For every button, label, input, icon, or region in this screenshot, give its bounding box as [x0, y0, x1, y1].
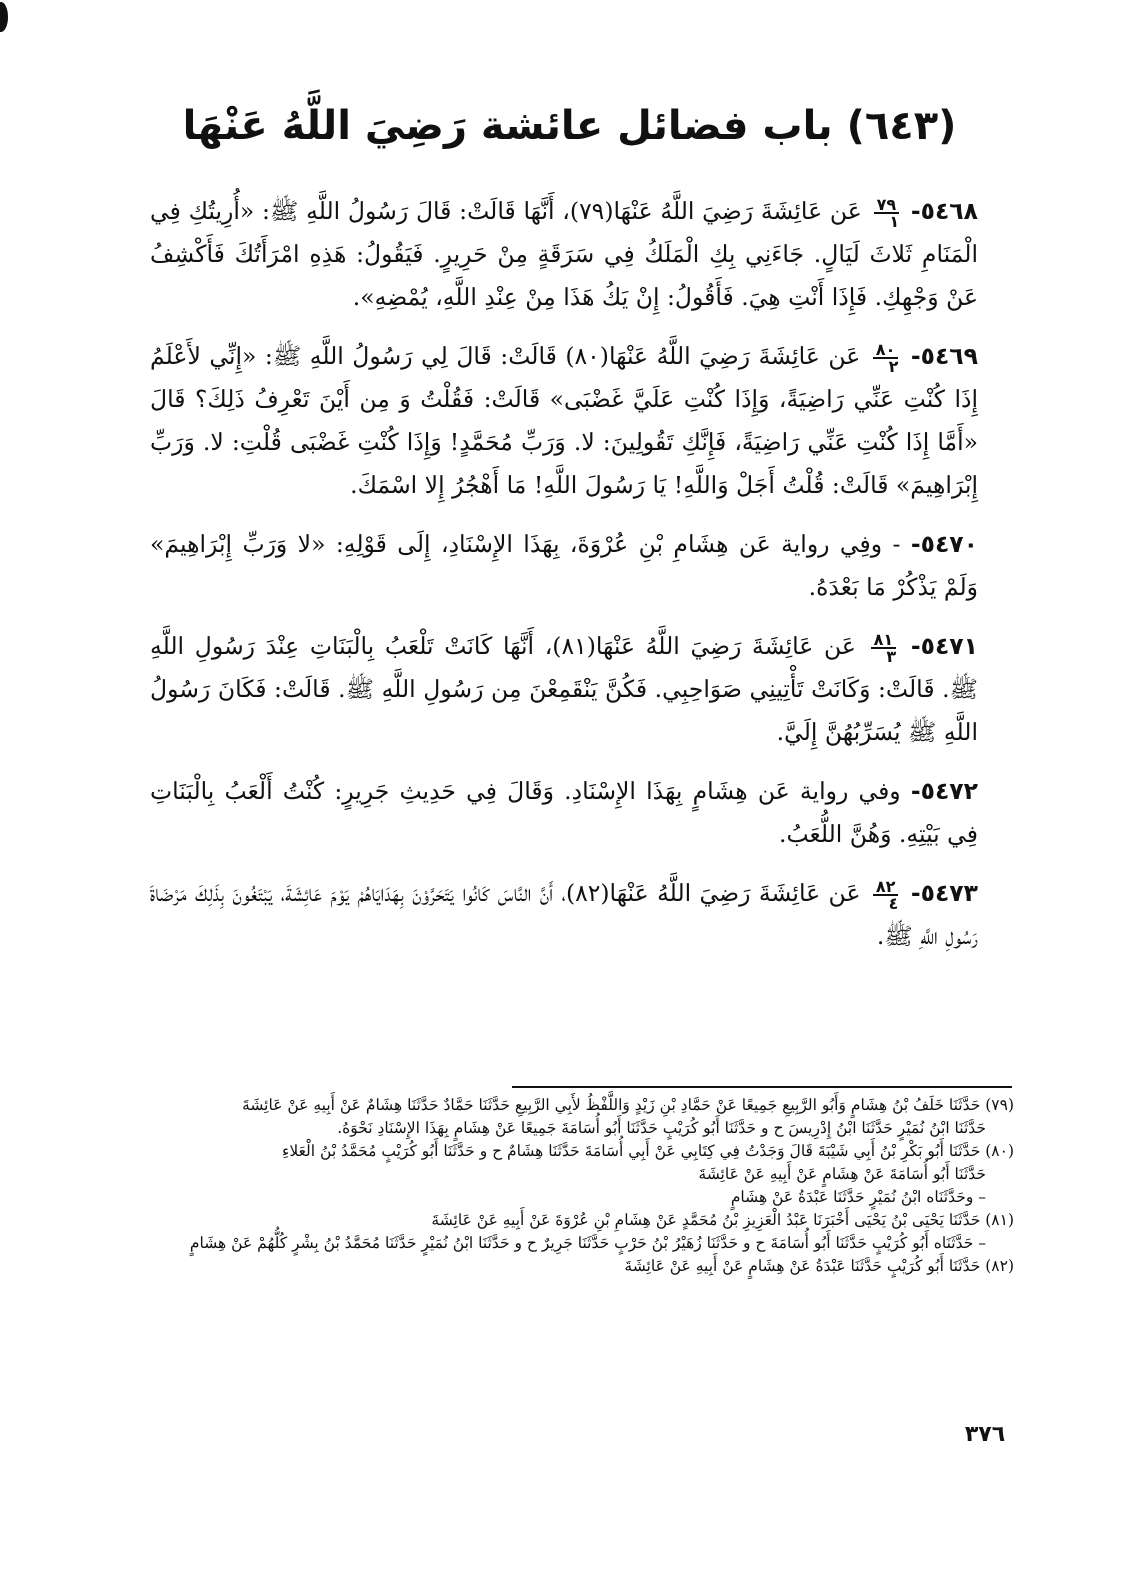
- hadith-5468: [150, 190, 978, 319]
- hadith-5471: [150, 625, 978, 754]
- hadith-text: وفي رواية عَن هِشَامٍ بِهَذَا الإِسْنَادِ. وَقَالَ فِي حَدِيثِ جَرِيرٍ: كُنْتُ أَلْعَبُ بِالْبَنَاتِ فِي بَيْتِهِ. وَهُنَّ اللُّعَبُ.: [150, 777, 978, 848]
- hadith-number: ٥٤٧٠-: [910, 530, 978, 558]
- hadith-text: عَن عَائِشَةَ رَضِيَ اللَّهُ عَنْهَا(٧٩)، أَنَّهَا قَالَتْ: قَالَ رَسُولُ اللَّهِ ﷺ: «أُرِيتُكِ فِي الْمَنَامِ ثَلاثَ لَيَالٍ. جَاءَنِي بِكِ الْمَلَكُ فِي سَرَقَةٍ مِنْ حَرِيرٍ. فَيَقُولُ: هَذِهِ امْرَأَتُكَ فَأَكْشِفُ عَنْ وَجْهِكِ. فَإِذَا أَنْتِ هِيَ. فَأَقُولُ: إِنْ يَكُ هَذَا مِنْ عِنْدِ اللَّهِ، يُمْضِهِ».: [150, 197, 978, 311]
- hadith-number: ٥٤٦٨-: [910, 197, 978, 225]
- hadith-text: عَن عَائِشَةَ رَضِيَ اللَّهُ عَنْهَا(٨١)، أَنَّهَا كَانَتْ تَلْعَبُ بِالْبَنَاتِ عِنْدَ رَسُولِ اللَّهِ ﷺ. قَالَتْ: وَكَانَتْ تَأْتِينِي صَوَاحِبِي. فَكُنَّ يَنْقَمِعْنَ مِن رَسُولِ اللَّهِ ﷺ. قَالَتْ: فَكَانَ رَسُولُ اللَّهِ ﷺ يُسَرِّبُهُنَّ إِلَيَّ.: [150, 632, 978, 746]
- hadith-fraction: $\frac{٨١}{٣}$: [871, 632, 897, 664]
- scan-edge-mark: [0, 2, 8, 32]
- footnote-line: (٨١) حَدَّثَنَا يَحْيَى بْنُ يَحْيَى أَخْبَرَنَا عَبْدُ الْعَزِيزِ بْنُ مُحَمَّدٍ عَنْ هِشَامِ بْنِ عُرْوَةَ عَنْ أَبِيهِ عَنْ عَائِشَةَ: [431, 1211, 1014, 1229]
- hadith-number: ٥٤٧٢-: [910, 777, 978, 805]
- hadith-number: ٥٤٧١-: [910, 632, 978, 660]
- footnotes: [148, 1094, 1014, 1278]
- hadith-fraction: $\frac{٨٠}{٢}$: [873, 342, 899, 374]
- hadith-5472: [150, 770, 978, 856]
- footnote-line: – وحَدَّثَنَاه ابْنُ نُمَيْرٍ حَدَّثَنَا عَبْدَةُ عَنْ هِشَامٍ: [730, 1188, 986, 1206]
- hadith-body: [150, 190, 978, 974]
- footnote-line: حَدَّثَنَا ابْنُ نُمَيْرٍ حَدَّثَنَا ابْنُ إِدْرِيسَ ح و حَدَّثَنَا أَبُو كُرَيْبٍ حَدَّثَنَا أَبُو أُسَامَةَ جَمِيعًا عَنْ هِشَامٍ بِهَذَا الإِسْنَادِ نَحْوَهُ.: [337, 1119, 986, 1137]
- hadith-5469: [150, 335, 978, 507]
- footnote-divider: [512, 1086, 1012, 1088]
- hadith-number: ٥٤٦٩-: [910, 342, 978, 370]
- hadith-5470: [150, 523, 978, 609]
- footnote-line: – حَدَّثَنَاه أَبُو كُرَيْبٍ حَدَّثَنَا أَبُو أُسَامَةَ ح و حَدَّثَنَا زُهَيْرُ بْنُ حَرْبٍ حَدَّثَنَا جَرِيرٌ ح و حَدَّثَنَا ابْنُ نُمَيْرٍ حَدَّثَنَا مُحَمَّدُ بْنُ بِشْرٍ كُلُّهُمْ عَنْ هِشَامٍ: [189, 1234, 986, 1252]
- hadith-text: عَن عَائِشَةَ رَضِيَ اللَّهُ عَنْهَا(٨٢)، أَنَّ النَّاسَ كَانُوا يَتَحَرَّوْنَ بِهَدَايَاهُمْ يَوْمَ عَائِشَةَ، يَبْتَغُونَ بِذَلِكَ مَرْضَاةَ رَسُولِ اللَّهِ ﷺ.: [150, 879, 978, 950]
- hadith-fraction: $\frac{٧٩}{١}$: [874, 197, 900, 229]
- footnote-line: (٨٢) حَدَّثَنَا أَبُو كُرَيْبٍ حَدَّثَنَا عَبْدَةُ عَنْ هِشَامٍ عَنْ أَبِيهِ عَنْ عَائِشَةَ: [624, 1257, 1014, 1275]
- chapter-title: (٦٤٣) باب فضائل عائشة رَضِيَ اللَّهُ عَنْهَا: [182, 103, 957, 149]
- footnote-line: حَدَّثَنَا أَبُو أُسَامَةَ عَنْ هِشَامٍ عَنْ أَبِيهِ عَنْ عَائِشَةَ: [698, 1165, 986, 1183]
- page-number: ٣٧٦: [964, 1422, 1006, 1447]
- footnote-line: (٧٩) حَدَّثَنَا خَلَفُ بْنُ هِشَامٍ وَأَبُو الرَّبِيعِ جَمِيعًا عَنْ حَمَّادِ بْنِ زَيْدٍ وَاللَّفْظُ لأَبِي الرَّبِيعِ حَدَّثَنَا حَمَّادٌ حَدَّثَنَا هِشَامٌ عَنْ أَبِيهِ عَنْ عَائِشَةَ: [242, 1096, 1014, 1114]
- hadith-number: ٥٤٧٣-: [910, 879, 978, 907]
- hadith-text: عَن عَائِشَةَ رَضِيَ اللَّهُ عَنْهَا(٨٠) قَالَتْ: قَالَ لِي رَسُولُ اللَّهِ ﷺ: «إِنِّي لأَعْلَمُ إِذَا كُنْتِ عَنِّي رَاضِيَةً، وَإِذَا كُنْتِ عَلَيَّ غَضْبَى» قَالَتْ: فَقُلْتُ وَ مِن أَيْنَ تَعْرِفُ ذَلِكَ؟ قَالَ «أَمَّا إِذَا كُنْتِ عَنِّي رَاضِيَةً، فَإِنَّكِ تَقُولِينَ: لا. وَرَبِّ مُحَمَّدٍ! وَإِذَا كُنْتِ غَضْبَى قُلْتِ: لا. وَرَبِّ إِبْرَاهِيمَ» قَالَتْ: قُلْتُ أَجَلْ وَاللَّهِ! يَا رَسُولَ اللَّهِ! مَا أَهْجُرُ إِلا اسْمَكَ.: [150, 342, 978, 499]
- footnote-line: (٨٠) حَدَّثَنَا أَبُو بَكْرِ بْنُ أَبِي شَيْبَةَ قَالَ وَجَدْتُ فِي كِتَابِي عَنْ أَبِي أُسَامَةَ حَدَّثَنَا هِشَامٌ ح و حَدَّثَنَا أَبُو كُرَيْبٍ مُحَمَّدُ بْنُ الْعَلاءِ: [282, 1142, 1014, 1160]
- hadith-fraction: $\frac{٨٢}{٤}$: [873, 879, 899, 911]
- hadith-text: - وفِي رواية عَن هِشَامِ بْنِ عُرْوَةَ، بِهَذَا الإِسْنَادِ، إِلَى قَوْلِهِ: «لا وَرَبِّ إِبْرَاهِيمَ» وَلَمْ يَذْكُرْ مَا بَعْدَهُ.: [150, 530, 978, 601]
- hadith-5473: [150, 872, 978, 958]
